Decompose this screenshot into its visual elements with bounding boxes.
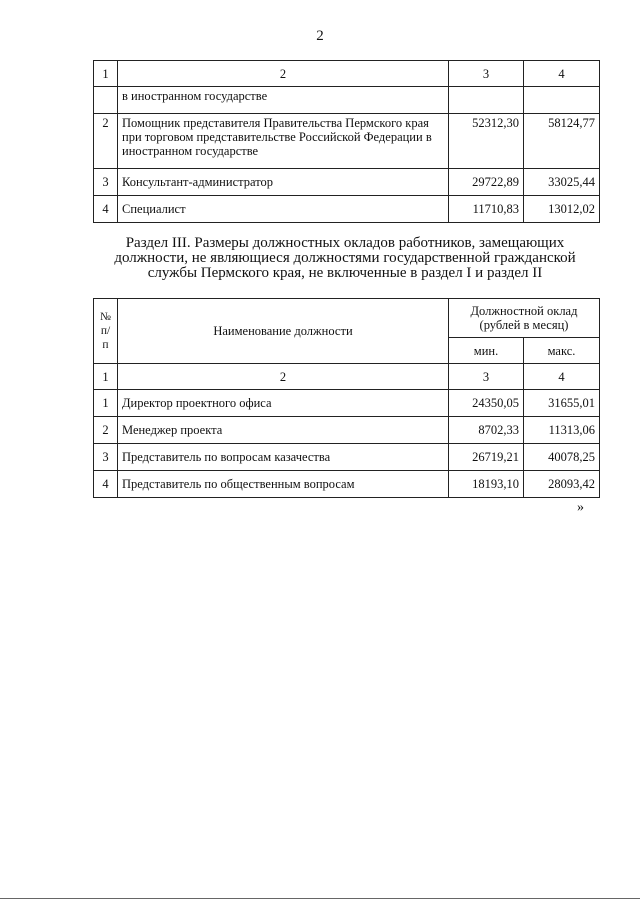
scan-edge-line bbox=[0, 898, 640, 899]
column-header-min: мин. bbox=[449, 338, 524, 364]
column-index: 2 bbox=[118, 61, 449, 87]
salary-min: 29722,89 bbox=[449, 169, 524, 196]
position-name: в иностранном государстве bbox=[118, 87, 449, 114]
position-name: Помощник представителя Правительства Пермского края при торговом представительстве Российской Федерации в иностранном государстве bbox=[118, 114, 449, 169]
salary-min: 24350,05 bbox=[449, 390, 524, 417]
table-row bbox=[94, 87, 600, 114]
column-index: 1 bbox=[94, 61, 118, 87]
salary-min: 11710,83 bbox=[449, 196, 524, 223]
section-heading-line: Раздел III. Размеры должностных окладов работников, замещающих bbox=[125, 235, 565, 251]
row-number bbox=[94, 87, 118, 114]
table-row bbox=[94, 196, 600, 223]
position-name: Представитель по общественным вопросам bbox=[118, 471, 449, 498]
row-number: 4 bbox=[94, 196, 118, 223]
salary-max: 58124,77 bbox=[524, 114, 600, 169]
salary-min: 26719,21 bbox=[449, 444, 524, 471]
position-name: Консультант-администратор bbox=[118, 169, 449, 196]
closing-quote: » bbox=[577, 500, 584, 515]
column-header-max: макс. bbox=[524, 338, 600, 364]
salary-min: 52312,30 bbox=[449, 114, 524, 169]
column-index: 3 bbox=[449, 364, 524, 390]
salary-max bbox=[524, 87, 600, 114]
salary-min bbox=[449, 87, 524, 114]
section-heading-line: службы Пермского края, не включенные в раздел I и раздел II bbox=[147, 265, 543, 281]
column-index: 3 bbox=[449, 61, 524, 87]
salary-min: 8702,33 bbox=[449, 417, 524, 444]
position-name: Менеджер проекта bbox=[118, 417, 449, 444]
column-index: 4 bbox=[524, 61, 600, 87]
row-number: 2 bbox=[94, 114, 118, 169]
table-row bbox=[94, 114, 600, 169]
column-index: 1 bbox=[94, 364, 118, 390]
salary-max: 40078,25 bbox=[524, 444, 600, 471]
row-number: 4 bbox=[94, 471, 118, 498]
column-index: 4 bbox=[524, 364, 600, 390]
column-header-name: Наименование должности bbox=[118, 299, 449, 364]
salary-max: 11313,06 bbox=[524, 417, 600, 444]
row-number: 2 bbox=[94, 417, 118, 444]
salary-min: 18193,10 bbox=[449, 471, 524, 498]
row-number: 3 bbox=[94, 169, 118, 196]
table-row bbox=[94, 471, 600, 498]
row-number: 3 bbox=[94, 444, 118, 471]
table-row bbox=[94, 417, 600, 444]
page-number: 2 bbox=[316, 28, 324, 44]
position-name: Специалист bbox=[118, 196, 449, 223]
column-header-salary: Должностной оклад (рублей в месяц) bbox=[449, 299, 600, 338]
column-header-number: № п/п bbox=[94, 299, 118, 364]
table-row bbox=[94, 444, 600, 471]
salary-max: 33025,44 bbox=[524, 169, 600, 196]
table-header-row bbox=[94, 299, 600, 338]
section-heading bbox=[70, 236, 620, 281]
salary-max: 13012,02 bbox=[524, 196, 600, 223]
salary-table-section-3 bbox=[93, 298, 600, 498]
salary-table-continued bbox=[93, 60, 600, 223]
table-index-row bbox=[94, 364, 600, 390]
row-number: 1 bbox=[94, 390, 118, 417]
salary-max: 31655,01 bbox=[524, 390, 600, 417]
section-heading-line: должности, не являющиеся должностями государственной гражданской bbox=[114, 250, 576, 266]
position-name: Директор проектного офиса bbox=[118, 390, 449, 417]
column-index: 2 bbox=[118, 364, 449, 390]
position-name: Представитель по вопросам казачества bbox=[118, 444, 449, 471]
table-row bbox=[94, 390, 600, 417]
table-row bbox=[94, 169, 600, 196]
table-header-row bbox=[94, 61, 600, 87]
salary-max: 28093,42 bbox=[524, 471, 600, 498]
